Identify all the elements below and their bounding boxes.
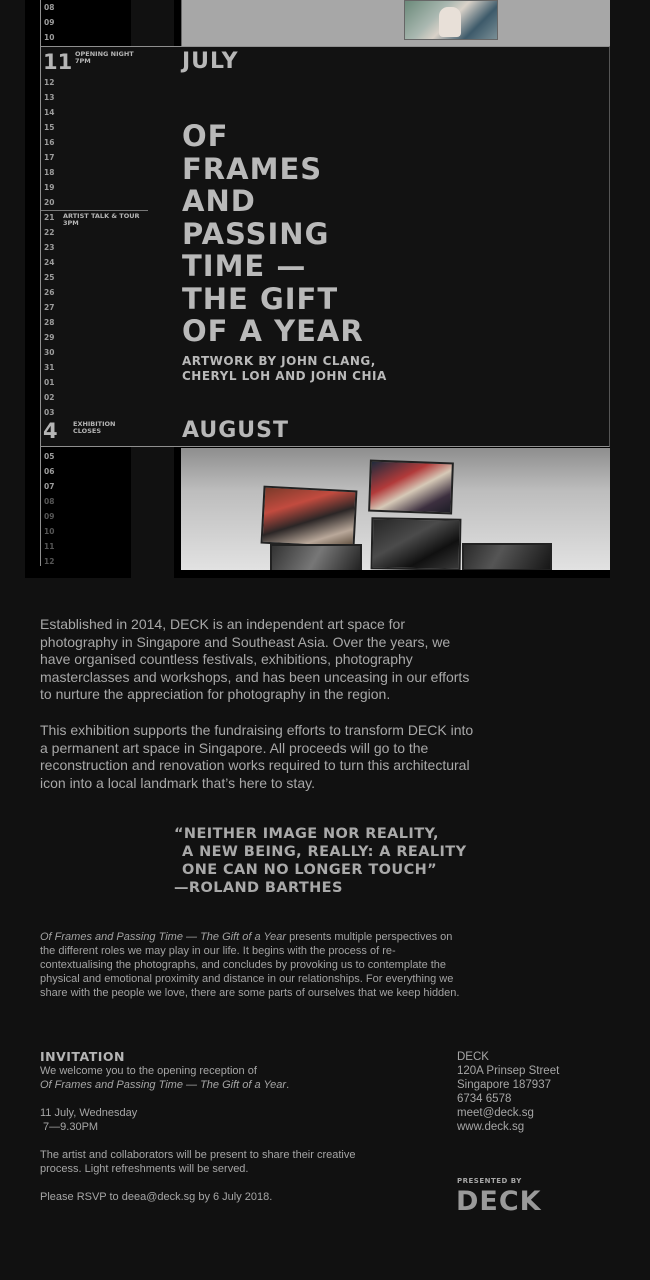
- quote-line: “NEITHER IMAGE NOR REALITY,: [174, 826, 439, 842]
- calendar-day: 17: [44, 153, 55, 162]
- invitation-exhibition-title: Of Frames and Passing Time — The Gift of a Year: [40, 1079, 287, 1091]
- invitation-datetime: [40, 1106, 370, 1134]
- title-line: TIME —: [182, 249, 307, 283]
- calendar-day: 30: [44, 348, 55, 357]
- contact-website-link[interactable]: www.deck.sg: [457, 1121, 525, 1133]
- calendar-day: 16: [44, 138, 55, 147]
- contact-address: Singapore 187937: [457, 1079, 551, 1091]
- month-august: AUGUST: [182, 418, 289, 443]
- opening-date: 11: [43, 50, 73, 74]
- closing-note-line: EXHIBITION: [73, 420, 116, 428]
- calendar-day: 29: [44, 333, 55, 342]
- calendar-day: 22: [44, 228, 55, 237]
- calendar-divider: [41, 210, 148, 211]
- title-line: THE GIFT: [182, 281, 339, 316]
- photograph: [462, 543, 552, 571]
- calendar-day: 08: [44, 3, 55, 12]
- deck-logo: DECK: [456, 1186, 542, 1217]
- month-july: JULY: [182, 49, 239, 74]
- column-divider: [181, 0, 182, 46]
- opening-note: [75, 51, 134, 65]
- calendar-day: 13: [44, 93, 55, 102]
- contact-block: [457, 1050, 607, 1134]
- calendar-day: 15: [44, 123, 55, 132]
- title-line: OF A YEAR: [182, 314, 364, 348]
- artist-talk-note: [63, 213, 140, 227]
- calendar-day: 31: [44, 363, 55, 372]
- contact-name: DECK: [457, 1051, 489, 1063]
- calendar-day: 10: [44, 33, 55, 42]
- contact-email-link[interactable]: meet@deck.sg: [457, 1107, 534, 1119]
- calendar-day: 09: [44, 18, 55, 27]
- calendar-rule: [40, 0, 41, 566]
- calendar-day: 20: [44, 198, 55, 207]
- closing-note-line: CLOSES: [73, 427, 102, 435]
- exhibition-description: [40, 930, 460, 1000]
- top-photo-strip: [181, 0, 610, 46]
- quote-line: ONE CAN NO LONGER TOUCH”: [182, 862, 438, 878]
- quote-attribution: —ROLAND BARTHES: [174, 880, 343, 896]
- calendar-day: 09: [44, 512, 55, 521]
- calendar-day: 18: [44, 168, 55, 177]
- calendar-day: 06: [44, 467, 55, 476]
- calendar-day: 07: [44, 482, 55, 491]
- calendar-day: 01: [44, 378, 55, 387]
- invitation-time: 7—9.30PM: [40, 1121, 99, 1133]
- title-line: AND: [182, 184, 256, 218]
- calendar-day: 05: [44, 452, 55, 461]
- calendar-day: 23: [44, 243, 55, 252]
- poster-artists: [182, 354, 472, 384]
- title-line: OF: [182, 119, 229, 153]
- invitation-line: [40, 1078, 370, 1092]
- calendar-day: 25: [44, 273, 55, 282]
- photograph: [371, 517, 462, 571]
- title-line: FRAMES: [182, 151, 323, 186]
- calendar-day: 28: [44, 318, 55, 327]
- artists-line: CHERYL LOH AND JOHN CHIA: [182, 369, 387, 383]
- presented-by-label: PRESENTED BY: [457, 1177, 522, 1185]
- poster-bottom-edge: [174, 570, 610, 578]
- poster-title: [182, 120, 482, 348]
- opening-note-line: OPENING NIGHT: [75, 50, 134, 58]
- intro-paragraph: Established in 2014, DECK is an independent art space for photography in Singapore and Southeast Asia. Over the years, we have organised countless festivals, exhibitions, photography masterclasses and workshops, and has been unceasing in our efforts to nurture the appreciation for photography in the region.: [40, 616, 470, 702]
- opening-note-line: 7PM: [75, 57, 91, 65]
- description-text: presents multiple perspectives on the different roles we may play in our life. It begins with the process of re-contextualising the photographs, and concludes by provoking us to contemplate the physical and emotional proximity and distance in our relationships. For everything we share with the people we love, there are some parts of ourselves that we keep hidden.: [40, 931, 460, 999]
- photograph: [270, 544, 362, 572]
- closing-date: 4: [43, 419, 58, 443]
- calendar-day: 19: [44, 183, 55, 192]
- rsvp-text: Please RSVP to deea@deck.sg by 6 July 2018.: [40, 1191, 273, 1203]
- calendar-day: 24: [44, 258, 55, 267]
- invitation-note: The artist and collaborators will be present to share their creative process. Light refreshments will be served.: [40, 1149, 356, 1175]
- calendar-day: 12: [44, 78, 55, 87]
- calendar-day: 03: [44, 408, 55, 417]
- calendar-day: 11: [44, 542, 55, 551]
- calendar-day: 08: [44, 497, 55, 506]
- contact-address: 120A Prinsep Street: [457, 1065, 560, 1077]
- description-title: Of Frames and Passing Time — The Gift of a Year: [40, 931, 287, 943]
- closing-note: [73, 421, 116, 435]
- title-line: PASSING: [182, 216, 330, 251]
- quote-line: A NEW BEING, REALLY: A REALITY: [182, 844, 467, 860]
- calendar-day: 26: [44, 288, 55, 297]
- artist-talk-note-line: 3PM: [63, 219, 79, 227]
- artist-talk-date: 21: [44, 213, 55, 222]
- artist-talk-note-line: ARTIST TALK & TOUR: [63, 212, 140, 220]
- top-photograph: [404, 0, 498, 40]
- invitation-block: [40, 1049, 370, 1204]
- calendar-day: 14: [44, 108, 55, 117]
- fundraising-paragraph: This exhibition supports the fundraising efforts to transform DECK into a permanent art space in Singapore. All proceeds will go to the reconstruction and renovation works required to turn this architectural icon into a local landmark that’s here to stay.: [40, 722, 474, 791]
- invitation-heading: INVITATION: [40, 1049, 125, 1064]
- contact-phone: 6734 6578: [457, 1093, 512, 1105]
- calendar-day: 27: [44, 303, 55, 312]
- invitation-punctuation: .: [286, 1079, 290, 1091]
- photograph: [261, 486, 358, 549]
- artists-line: ARTWORK BY JOHN CLANG,: [182, 354, 376, 368]
- calendar-day: 12: [44, 557, 55, 566]
- invitation-line: We welcome you to the opening reception of: [40, 1065, 257, 1077]
- barthes-quote: [174, 825, 534, 897]
- invitation-date: 11 July, Wednesday: [40, 1107, 138, 1119]
- calendar-day: 10: [44, 527, 55, 536]
- photograph: [368, 460, 454, 515]
- calendar-day: 02: [44, 393, 55, 402]
- exhibition-poster: [0, 0, 650, 580]
